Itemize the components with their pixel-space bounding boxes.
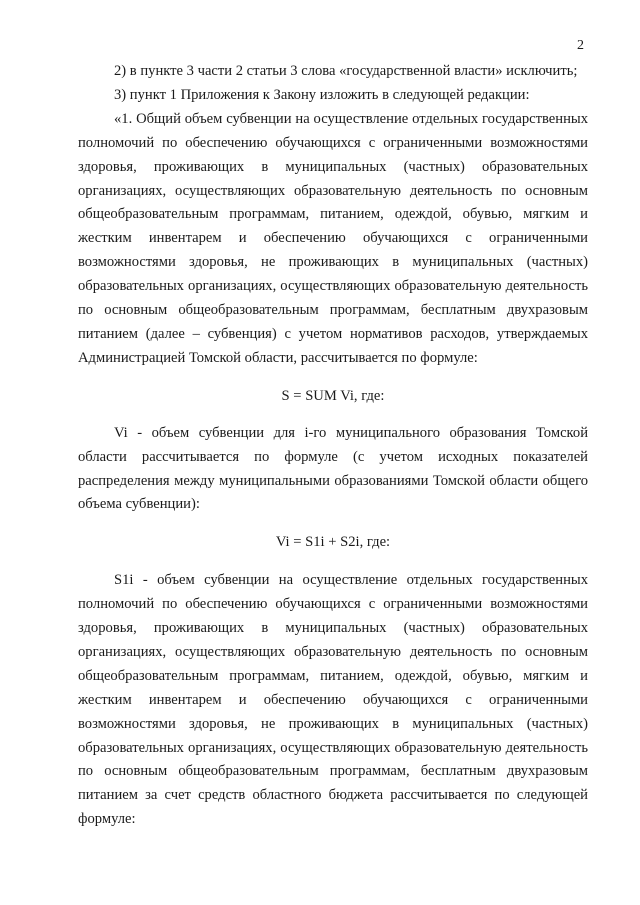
vi-definition-paragraph: Vi - объем субвенции для i-го муниципального образования Томской области рассчитывается по формуле (с учетом исходных показателей распределения между муниципальными образованиями Томской области общего объема субвенции): [78,424,588,513]
spacer [78,555,588,569]
document-body [78,60,588,832]
s1i-definition-paragraph: S1i - объем субвенции на осуществление отдельных государственных полномочий по обеспечению обучающихся с ограниченными возможностями здоровья, проживающих в муниципальных (частных) образовательных организациях, осуществляющих образовательную деятельность по основным общеобразовательным программам, питанием, одеждой, обувью, мягким и жестким инвентарем и обеспечению обучающихся с ограниченными возможностями здоровья, не проживающих в муниципальных (частных) образовательных организациях, осуществляющих образовательную деятельность по основным общеобразовательным программам, бесплатным двухразовым питанием за счет средств областного бюджета рассчитывается по следующей формуле: [78,572,588,828]
amendment-item-3: 3) пункт 1 Приложения к Закону изложить в следующей редакции: [114,86,530,103]
quoted-paragraph-subvention: «1. Общий объем субвенции на осуществление отдельных государственных полномочий по обеспечению обучающихся с ограниченными возможностями здоровья, проживающих в муниципальных (частных) образовательных организациях, осуществляющих образовательную деятельность по основным общеобразовательным программам, питанием, одеждой, обувью, мягким и жестким инвентарем и обеспечению обучающихся с ограниченными возможностями здоровья, не проживающих в муниципальных (частных) образовательных организациях, осуществляющих образовательную деятельность по основным общеобразовательным программам, бесплатным двухразовым питанием (далее – субвенция) с учетом нормативов расходов, утверждаемых Администрацией Томской области, рассчитывается по формуле: [78,110,588,366]
page-number: 2 [577,38,584,53]
spacer [78,409,588,422]
spacer [78,517,588,531]
formula-total-subvention: S = SUM Vi, где: [281,387,385,404]
amendment-item-2: 2) в пункте 3 части 2 статьи 3 слова «государственной власти» исключить; [114,63,578,79]
spacer [78,371,588,385]
formula-vi: Vi = S1i + S2i, где: [275,534,391,551]
